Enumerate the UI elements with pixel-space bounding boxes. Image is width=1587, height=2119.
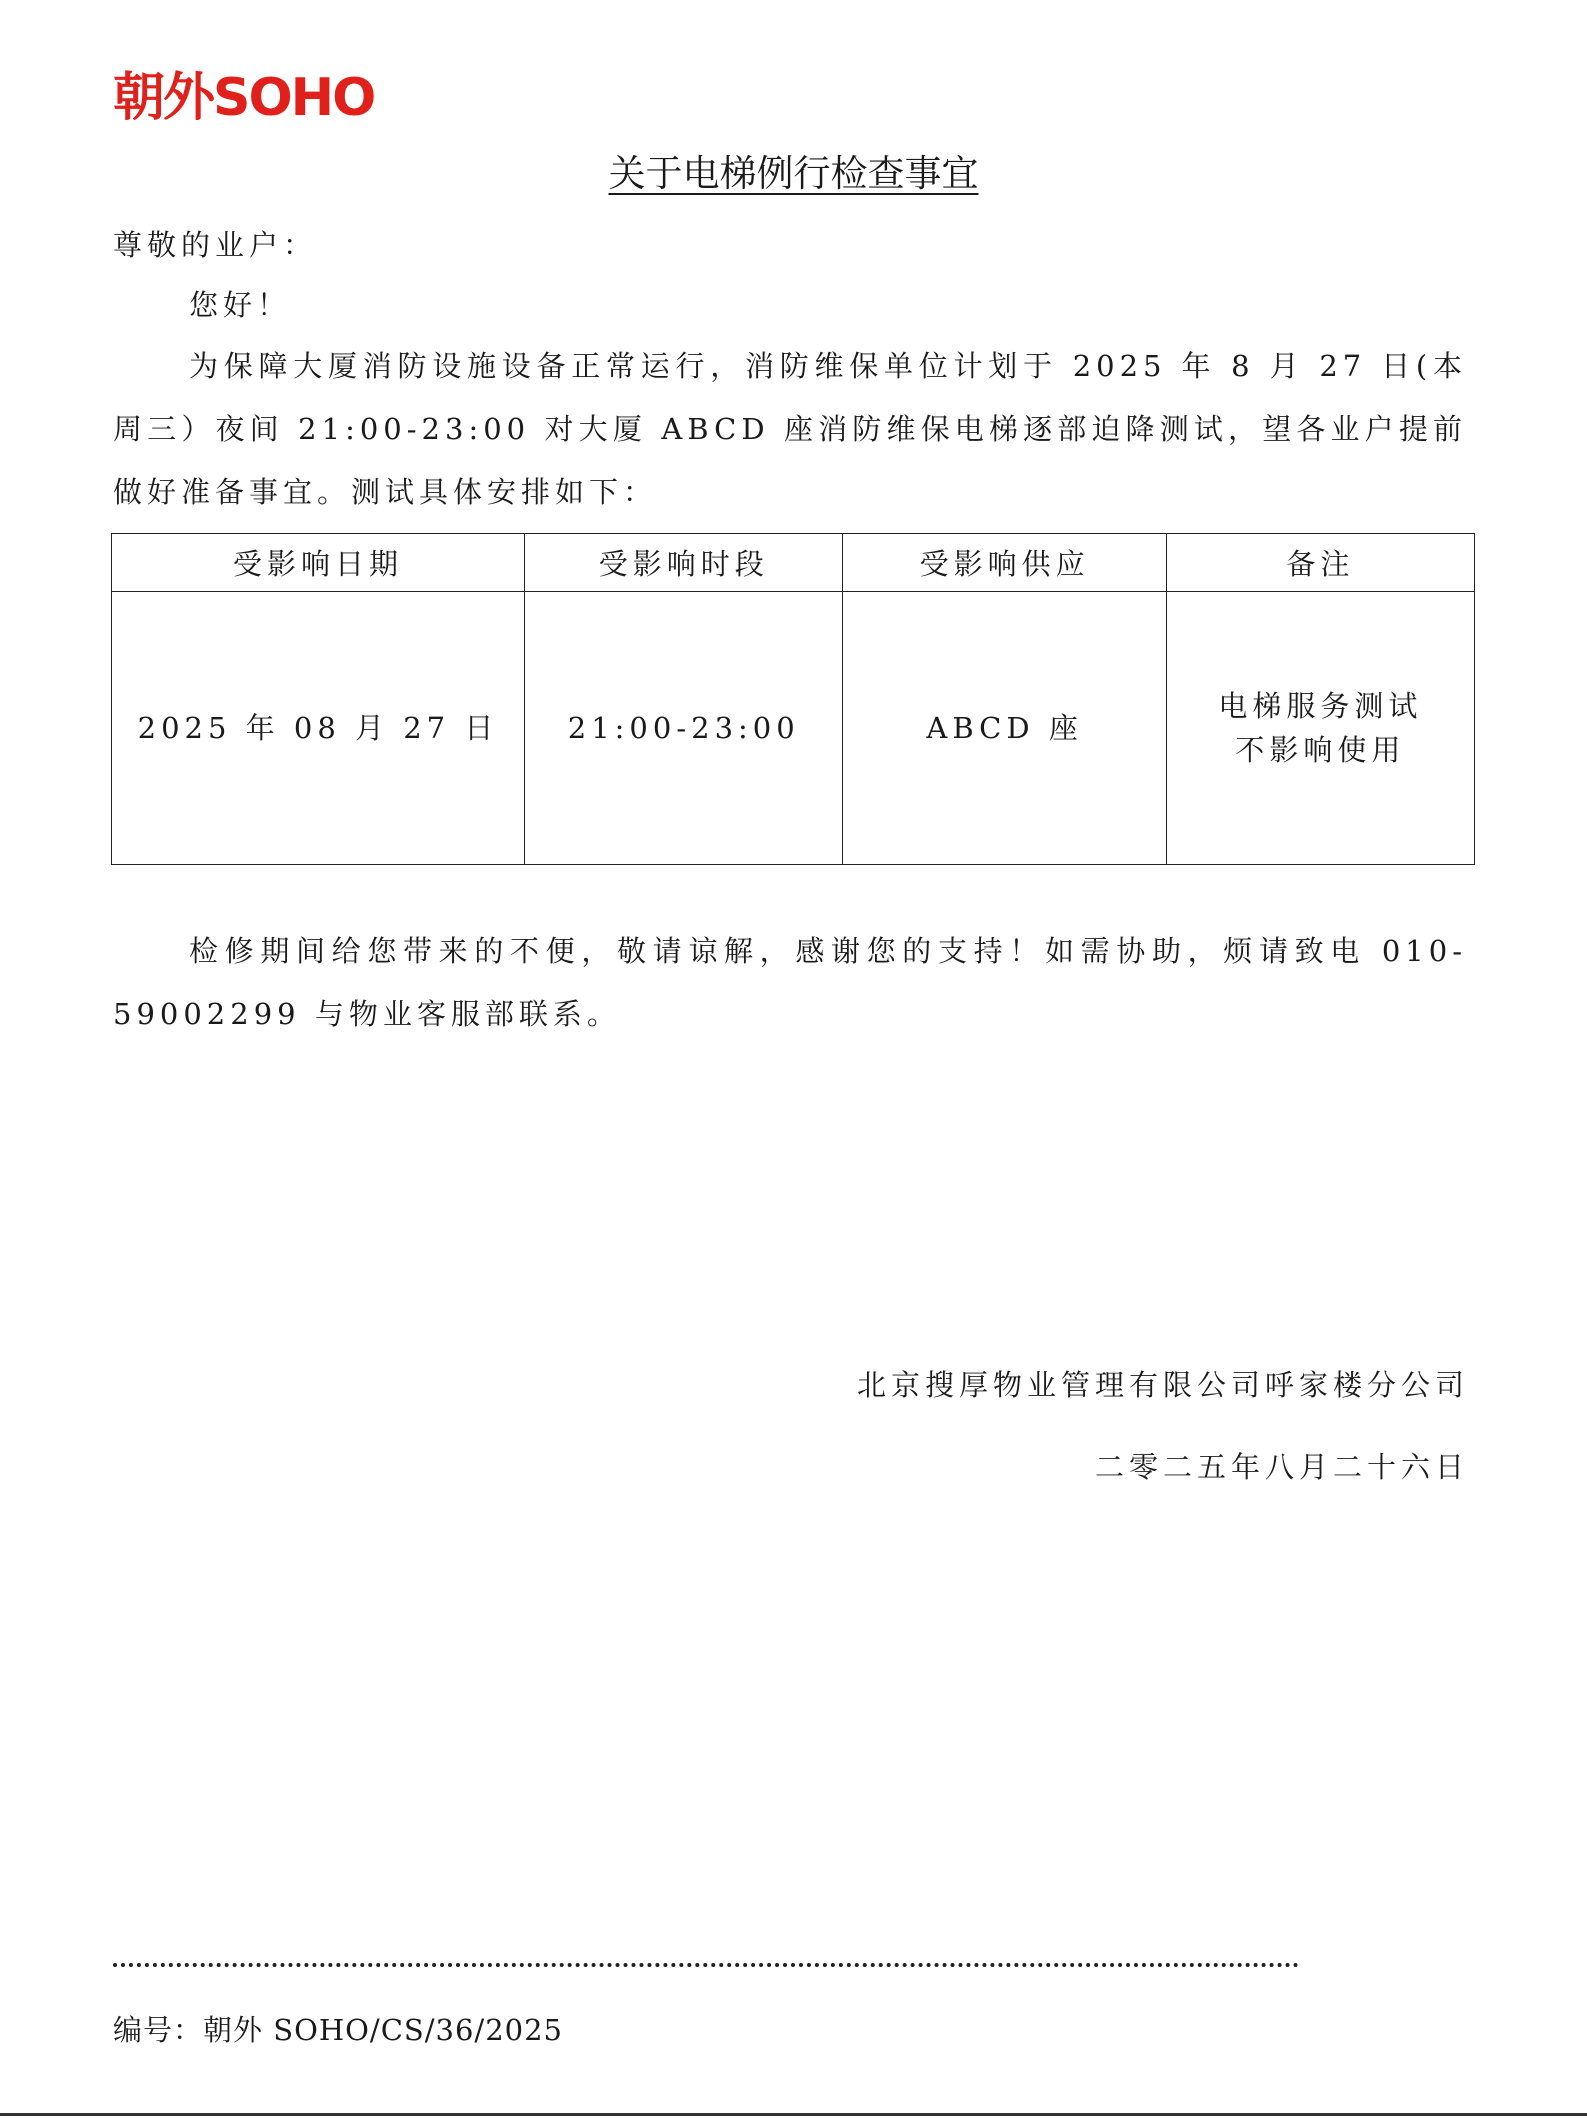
signature-company: 北京搜厚物业管理有限公司呼家楼分公司 <box>856 1368 1469 1402</box>
table-header-row <box>112 534 1475 592</box>
header-remarks: 备注 <box>1166 534 1474 592</box>
closing-paragraph: 检修期间给您带来的不便，敬请谅解，感谢您的支持！如需协助，烦请致电 010-59002299 与物业客服部联系。 <box>113 934 1467 1031</box>
schedule-table <box>111 533 1475 865</box>
remarks-line-2: 不影响使用 <box>1235 733 1406 767</box>
salutation: 尊敬的业户： <box>113 228 318 262</box>
header-affected-supply: 受影响供应 <box>843 534 1166 592</box>
cell-supply: ABCD 座 <box>843 592 1166 865</box>
notice-title: 关于电梯例行检查事宜 <box>608 152 979 195</box>
page-bottom-rule <box>0 2113 1587 2116</box>
signature-date: 二零二五年八月二十六日 <box>1094 1450 1469 1484</box>
cell-time: 21:00-23:00 <box>525 592 843 865</box>
cell-remarks <box>1166 592 1474 865</box>
dotted-divider <box>113 1943 1299 1967</box>
document-number: 编号：朝外 SOHO/CS/36/2025 <box>113 2013 563 2047</box>
remarks-line-1: 电梯服务测试 <box>1218 689 1423 723</box>
header-affected-date: 受影响日期 <box>112 534 525 592</box>
brand-logo: 朝外SOHO <box>113 68 375 128</box>
greeting: 您好！ <box>189 288 292 322</box>
cell-date: 2025 年 08 月 27 日 <box>112 592 525 865</box>
table-row <box>112 592 1475 865</box>
body-paragraph: 为保障大厦消防设施设备正常运行，消防维保单位计划于 2025 年 8 月 27 日(本周三）夜间 21:00-23:00 对大厦 ABCD 座消防维保电梯逐部迫降测试，望各业户提前做好准备事宜。测试具体安排如下： <box>113 349 1467 509</box>
header-affected-time: 受影响时段 <box>525 534 843 592</box>
